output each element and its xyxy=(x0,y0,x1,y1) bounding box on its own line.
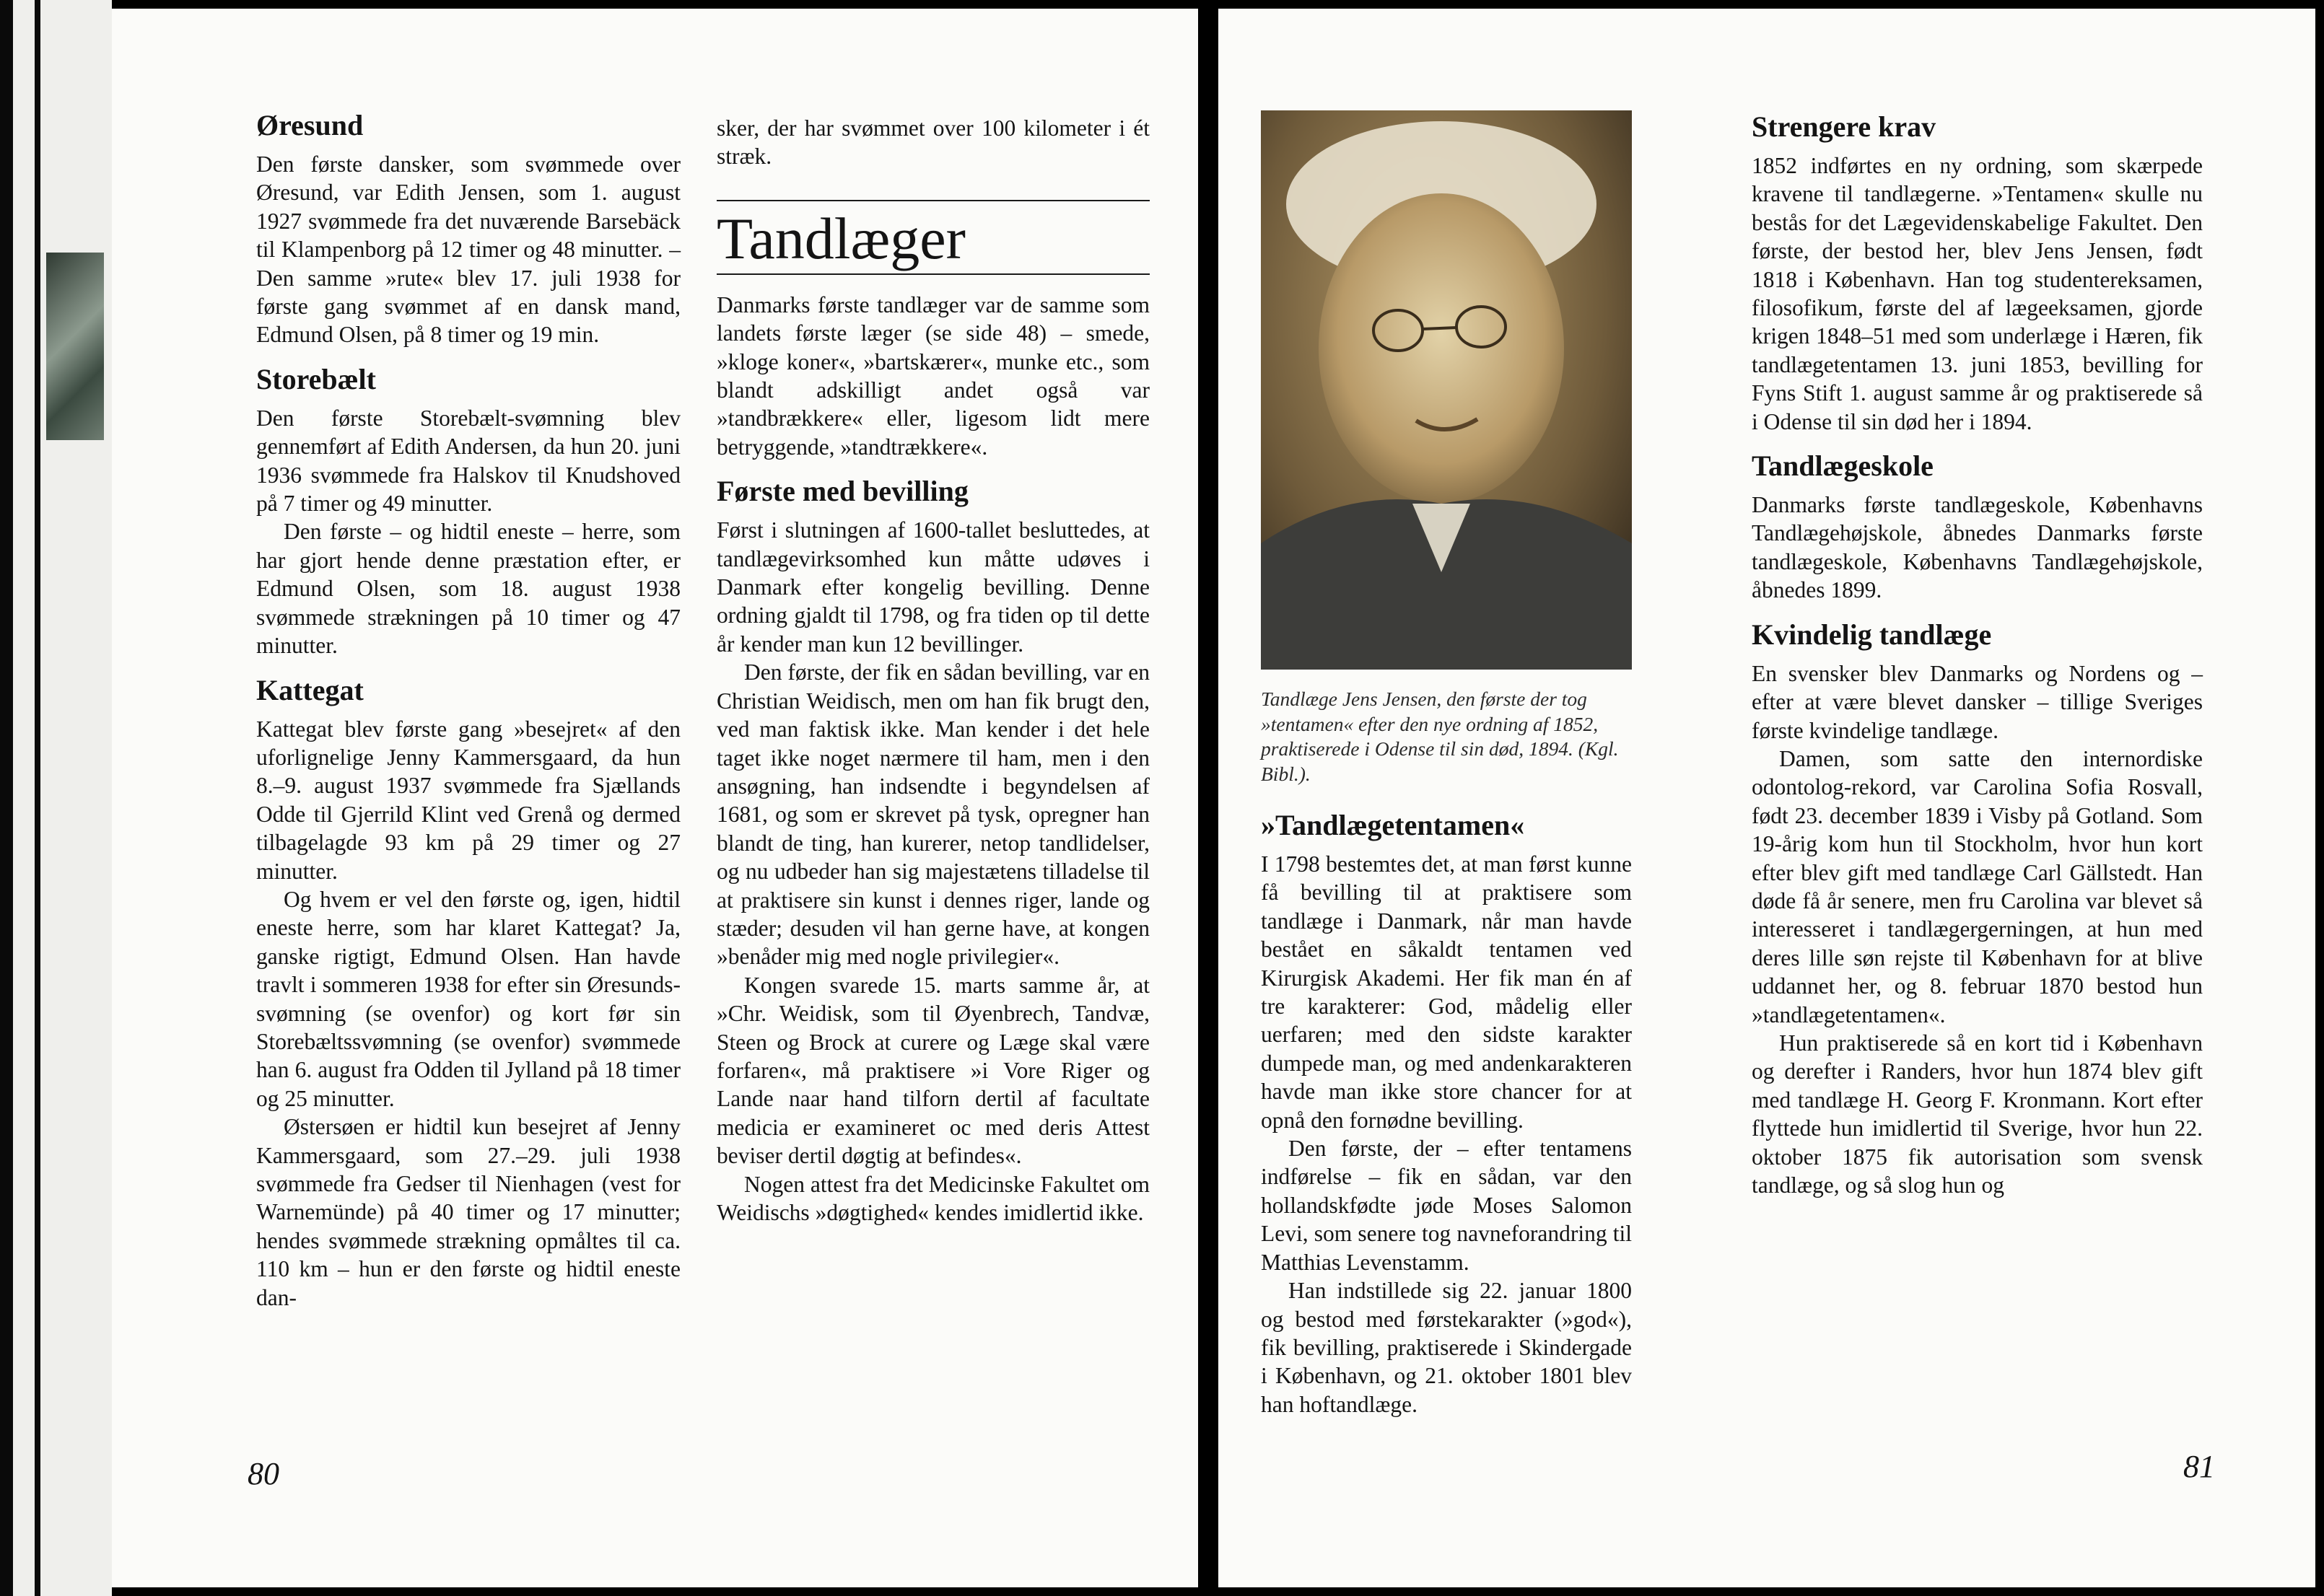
page-edge xyxy=(40,0,112,1596)
right-column-1 xyxy=(1261,808,1632,1419)
body-paragraph: Og hvem er vel den første og, igen, hidtil eneste herre, som har klaret Kattegat? Ja, ganske rigtigt, Edmund Olsen. Han havde travlt i sommeren 1938 for efter sin Øresunds-svømning (se ovenfor) og kort før sin Storebæltssvømning (se ovenfor) svømmede han 6. august fra Odden til Jylland på 18 timer og 25 minutter. xyxy=(256,886,681,1111)
body-paragraph: Danmarks første tandlægeskole, Københavns Tandlægehøjskole, åbnedes Danmarks første tandlægeskole, Københavns Tandlægehøjskole, åbnedes 1899. xyxy=(1752,492,2203,603)
body-paragraph: Han indstillede sig 22. januar 1800 og bestod med førstekarakter (»god«), fik bevilling, praktiserede i Skindergade i København, og 21. oktober 1801 blev han hoftandlæge. xyxy=(1261,1278,1632,1417)
column-continuation: sker, der har svømmet over 100 kilometer i ét stræk. xyxy=(717,115,1150,170)
body-paragraph: 1852 indførtes en ny ordning, som skærpede kravene til tandlægerne. »Tentamen« skulle nu bestås for det Lægevidenskabelige Fakultet. Den første, der bestod her, blev Jens Jensen, født 1818 i København. Han tog studentereksamen, filosofikum, første del af lægeeksamen, gjorde krigen 1848–51 med som underlæge i Hæren, fik tandlægetentamen 13. juni 1853, bevilling for Fyns Stift 1. august samme år og praktiserede så i Odense til sin død her i 1894. xyxy=(1752,153,2203,434)
photo-caption: Tandlæge Jens Jensen, den første der tog »tentamen« efter den nye ordning af 1852, praktiserede i Odense til sin død, 1894. (Kgl. Bibl.). xyxy=(1261,688,1619,785)
body-paragraph: Østersøen er hidtil kun besejret af Jenny Kammersgaard, som 27.–29. juli 1938 svømmede fra Gedser til Nienhagen (vest for Warnemünde) på 40 timer og 17 minutter; hendes svømmede strækning opmåltes til ca. 110 km – hun er den første og hidtil eneste dan- xyxy=(256,1114,681,1310)
body-paragraph: Den første dansker, som svømmede over Øresund, var Edith Jensen, som 1. august 1927 svømmede fra det nuværende Barsebäck til Klampenborg på 12 timer og 48 minutter. – Den samme »rute« blev 17. juli 1938 for første gang svømmet af en dansk mand, Edmund Olsen, på 8 timer og 19 min. xyxy=(256,152,681,348)
body-paragraph: Hun praktiserede så en kort tid i København og derefter i Randers, hvor hun 1874 blev gift med tandlæge H. Georg F. Kronmann. Kort efter flyttede hun imidlertid til Sverige, hvor hun 22. oktober 1875 fik autorisation som svensk tandlæge, og så slog hun og xyxy=(1752,1030,2203,1198)
body-paragraph: Den første, der fik en sådan bevilling, var en Christian Weidisch, men om han fik brugt den, ved man faktisk ikke. Man kender i det hele taget ikke noget nærmere til ham, men i den ansøgning, han indsendte i begyndelsen af 1681, og som er skrevet på tysk, opregner han blandt de ting, han kurerer, netop tandlidelser, og nu udbeder han sig majestætens tilladelse til at praktisere sin kunst i dennes riger, lande og stæder; desuden vil han gerne have, at kongen »benåder mig med nogle privilegier«. xyxy=(717,659,1150,970)
section-heading: Kvindelig tandlæge xyxy=(1752,618,1992,651)
right-column-2 xyxy=(1752,110,2203,1199)
body-paragraph: Først i slutningen af 1600-tallet besluttedes, at tandlægevirksomhed kun måtte udøves i Danmark efter kongelig bevilling. Denne ordning gjaldt til 1798, og fra tiden op til dette år kender man kun 12 bevillinger. xyxy=(717,517,1150,657)
body-paragraph: Den første, der – efter tentamens indførelse – fik en sådan, var den hollandskfødte jøde Moses Salomon Levi, som senere tog navneforandring til Matthias Levenstamm. xyxy=(1261,1136,1632,1275)
portrait-image xyxy=(1261,110,1632,670)
page-number: 81 xyxy=(2183,1449,2215,1484)
body-paragraph: Damen, som satte den internordiske odontolog-rekord, var Carolina Sofia Rosvall, født 23. december 1839 i Visby på Gotland. Som 19-årig kom hun til Stockholm, hvor hun kort efter blev gift med tandlæge Carl Gällstedt. Han døde få år senere, men fru Carolina var blevet så interesseret i tandlægergerningen, at hun med deres lille søn rejste til København for at blive uddannet her, og 8. februar 1870 bestod hun »tandlægetentamen«. xyxy=(1752,745,2203,1027)
left-column-2-body xyxy=(717,291,1150,1227)
section-heading: Kattegat xyxy=(256,673,364,706)
section-heading: Strengere krav xyxy=(1752,110,1936,143)
body-paragraph: Den første Storebælt-svømning blev gennemført af Edith Andersen, da hun 20. juni 1936 svømmede fra Halskov til Knudshoved på 7 timer og 49 minutter. xyxy=(256,405,681,517)
chapter-title: Tandlæger xyxy=(717,205,966,271)
title-rule-bottom xyxy=(717,273,1150,275)
body-paragraph: Danmarks første tandlæger var de samme som landets første læger (se side 48) – smede, »kloge koner«, »bartskærer«, munke etc., som blandt adskilligt andet også var »tandbrækkere« eller, ligesom lidt mere betryggende, »tandtrækkere«. xyxy=(717,291,1150,460)
section-heading: Første med bevilling xyxy=(717,475,969,508)
body-paragraph: Kattegat blev første gang »besejret« af den uforlignelige Jenny Kammersgaard, da hun 8.–9. august 1937 svømmede fra Sjællands Odde til Gjerrild Klint ved Grenå og dermed tilbagelagde 93 km på 29 timer og 27 minutter. xyxy=(256,716,681,884)
body-paragraph: Nogen attest fra det Medicinske Fakultet om Weidischs »døgtighed« kendes imidlertid ikke. xyxy=(717,1171,1150,1225)
body-paragraph: I 1798 bestemtes det, at man først kunne få bevilling til at praktisere som tandlæge i Danmark, når man havde bestået en såkaldt tentamen ved Kirurgisk Akademi. Her fik man én af tre karakterer: God, mådelig eller uerfaren; med den sidste karakter dumpede man, og med andenkarakteren havde man ikke store chancer for at opnå den fornødne bevilling. xyxy=(1261,851,1632,1133)
page-number: 80 xyxy=(248,1456,279,1491)
edge-image-fragment xyxy=(46,253,104,440)
left-column-2 xyxy=(717,114,1150,1227)
portrait-photo xyxy=(1261,110,1632,670)
left-page xyxy=(112,9,1198,1587)
book-edge xyxy=(0,0,112,1596)
body-paragraph: En svensker blev Danmarks og Nordens og – efter at være blevet dansker – tillige Sveriges første kvindelige tandlæge. xyxy=(1752,660,2203,743)
right-page xyxy=(1218,9,2315,1587)
section-heading: »Tandlægetentamen« xyxy=(1261,809,1525,841)
body-paragraph: Den første – og hidtil eneste – herre, som har gjort hende denne præstation efter, er Edmund Olsen, som 18. august 1938 svømmede strækningen på 10 timer og 47 minutter. xyxy=(256,519,681,659)
title-rule-top xyxy=(717,200,1150,201)
page-edge xyxy=(13,0,35,1596)
section-heading: Storebælt xyxy=(256,362,376,395)
left-column-1 xyxy=(256,108,681,1312)
body-paragraph: Kongen svarede 15. marts samme år, at »Chr. Weidisk, som til Øyenbrech, Tandvæ, Steen og Brock at curere og Læge skal være forfaren«, må praktisere »i Vore Riger og Lande naar hand tilforn dertil af facultate medicia er examineret oc med deris Attest beviser dertil døgtig at befindes«. xyxy=(717,972,1150,1169)
section-heading: Tandlægeskole xyxy=(1752,450,1934,483)
section-heading: Øresund xyxy=(256,109,364,141)
